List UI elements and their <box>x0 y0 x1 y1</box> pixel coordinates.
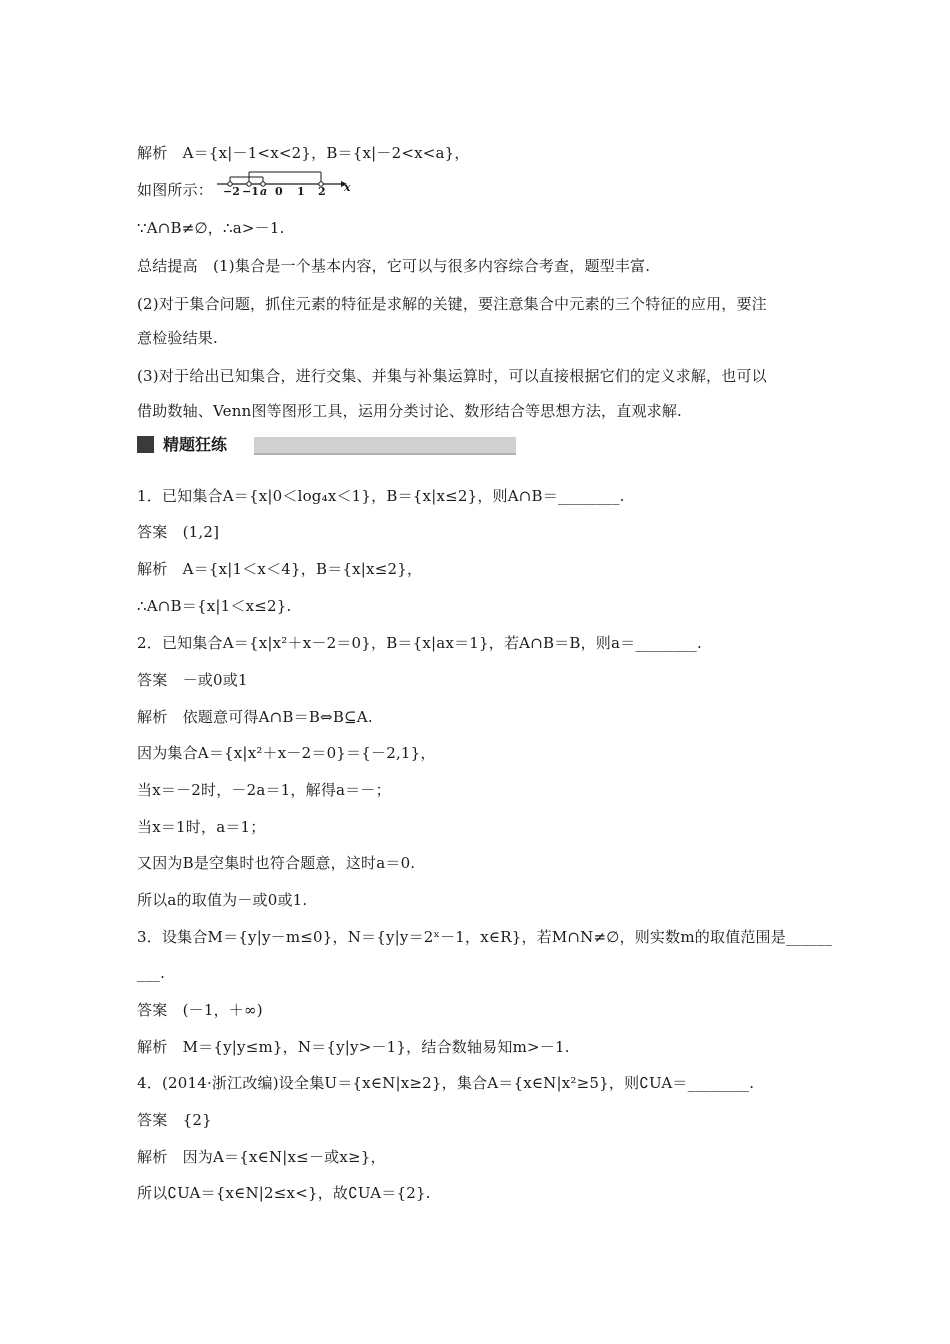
problem-3-continued: ___. <box>137 964 166 982</box>
intro-line-7: (3)对于给出已知集合，进行交集、并集与补集运算时，可以直接根据它们的定义求解，也可以 <box>137 367 767 385</box>
intro-line-4: 总结提高 (1)集合是一个基本内容，它可以与很多内容综合考查，题型丰富. <box>137 257 651 275</box>
problem-2: 2．已知集合A＝{x|x²＋x－2＝0}，B＝{x|ax＝1}，若A∩B＝B，则a＝________. <box>137 634 702 652</box>
problem-2-answer: 答案 －或0或1 <box>137 671 248 689</box>
tick-label: −2 <box>223 185 240 196</box>
intro-line-1: 解析 A＝{x|－1<x<2}，B＝{x|－2<x<a}， <box>137 144 470 162</box>
problem-4-answer: 答案 {2} <box>137 1111 212 1129</box>
section-bar <box>254 437 516 455</box>
problem-4: 4．(2014·浙江改编)设全集U＝{x∈N|x≥2}，集合A＝{x∈N|x²≥5}，则∁UA＝________. <box>137 1074 755 1092</box>
tick-label: a <box>260 185 268 196</box>
axis-label: x <box>344 181 351 194</box>
problem-2-solution: 解析 依题意可得A∩B＝B⇔B⊆A. <box>137 708 373 726</box>
problem-3: 3．设集合M＝{y|y－m≤0}，N＝{y|y＝2ˣ－1，x∈R}，若M∩N≠∅，则实数m的取值范围是______ <box>137 928 833 946</box>
problem-4-solution: 解析 因为A＝{x∈N|x≤－或x≥}， <box>137 1148 386 1166</box>
section-title: 精题狂练 <box>163 435 228 454</box>
problem-1-solution: 解析 A＝{x|1＜x＜4}，B＝{x|x≤2}， <box>137 560 423 578</box>
intro-line-8: 借助数轴、Venn图等图形工具，运用分类讨论、数形结合等思想方法，直观求解. <box>137 402 683 420</box>
problem-2-solution: 又因为B是空集时也符合题意，这时a＝0. <box>137 854 416 872</box>
tick-label: 0 <box>275 185 283 196</box>
problem-2-solution: 当x＝－2时，－2a＝1，解得a＝－； <box>137 781 391 799</box>
problem-1-answer: 答案 (1,2] <box>137 523 220 541</box>
problem-4-solution: 所以∁UA＝{x∈N|2≤x<}，故∁UA＝{2}. <box>137 1184 431 1202</box>
tick-label: 2 <box>318 185 326 196</box>
problem-2-solution: 所以a的取值为－或0或1. <box>137 891 308 909</box>
intro-line-6: 意检验结果. <box>137 329 218 347</box>
section-marker <box>137 436 154 453</box>
problem-2-solution: 当x＝1时，a＝1； <box>137 818 266 836</box>
problem-3-solution: 解析 M＝{y|y≤m}，N＝{y|y>－1}，结合数轴易知m>－1. <box>137 1038 570 1056</box>
problem-3-answer: 答案 (－1，＋∞) <box>137 1001 263 1019</box>
problem-1: 1．已知集合A＝{x|0＜log₄x＜1}，B＝{x|x≤2}，则A∩B＝________. <box>137 487 625 505</box>
problem-2-solution: 因为集合A＝{x|x²＋x－2＝0}＝{－2,1}， <box>137 744 436 762</box>
intro-line-3: ∵A∩B≠∅，∴a>－1. <box>137 219 285 237</box>
tick-label: −1 <box>242 185 259 196</box>
intro-line-2: 如图所示： <box>137 181 214 199</box>
intro-line-5: (2)对于集合问题，抓住元素的特征是求解的关键，要注意集合中元素的三个特征的应用，要注 <box>137 295 767 313</box>
number-line-diagram <box>213 164 353 196</box>
problem-1-solution: ∴A∩B＝{x|1＜x≤2}. <box>137 597 292 615</box>
section-header <box>137 433 517 457</box>
tick-label: 1 <box>297 185 305 196</box>
